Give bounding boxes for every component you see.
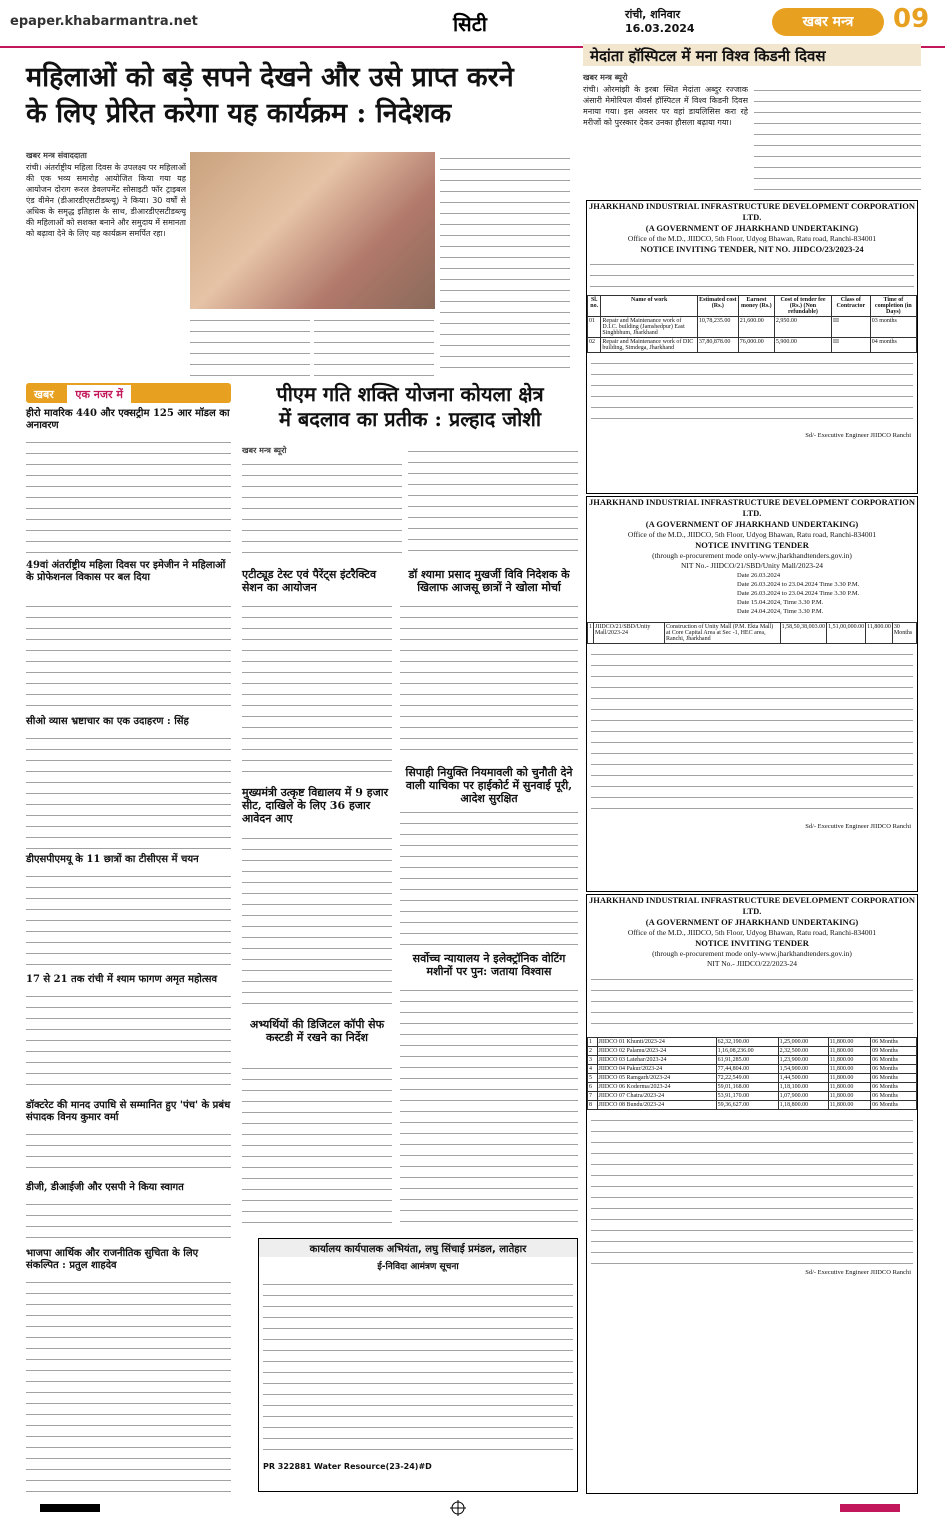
mid-col (400, 806, 578, 946)
mid-col (400, 600, 578, 760)
story2-byline: खबर मन्त्र ब्यूरो (583, 73, 628, 82)
mid-col (242, 832, 392, 1012)
page-number: 09 (893, 4, 930, 34)
section-title: सिटी (453, 12, 487, 36)
registration-mark-icon (0, 1500, 945, 1517)
mid-col (242, 1062, 392, 1232)
brief-col (26, 1198, 231, 1244)
story3-col (408, 445, 578, 558)
table-row: 3 JIIDCO 03 Latehar/2023-24 61,91,285.00 1,23,900.00 11,800.00 06 Months (588, 1056, 917, 1065)
event-photo (190, 152, 435, 309)
mid-head: अभ्यर्थियों की डिजिटल कॉपी सेफ कस्टडी में रखने का निर्देश (249, 1018, 385, 1044)
brief-col (26, 870, 231, 970)
issue-date: रांची, शनिवार 16.03.2024 (625, 8, 695, 35)
brief-col (26, 990, 231, 1094)
brief-col (26, 732, 231, 850)
mid-head: सर्वोच्च न्यायालय ने इलेक्ट्रॉनिक वोटिंग मशीनों पर पुन: जताया विश्वास (412, 952, 566, 978)
brief-col (26, 1276, 231, 1496)
table-row: 1 JIIDCO/21/SBD/Unity Mall/2023-24 Construction of Unity Mall (P.M. Ekta Mall) at Core Capital Area at Sec -1, HEC area, Ranchi, Jharkhand 1,58,50,38,003.00 1,51,00,000.00 11,800.00 30 Months (588, 623, 917, 644)
table-row: 6 JIIDCO 06 Koderma/2023-24 59,01,168.00 1,18,100.00 11,800.00 06 Months (588, 1083, 917, 1092)
brief-head: डीजी, डीआईजी और एसपी ने किया स्वागत (26, 1182, 184, 1193)
tender-1-table: Sl. no. Name of work Estimated cost (Rs.) Earnest money (Rs.) Cost of tender fee (Rs.) (Non refundable) Class of Contractor Time of completion (in Days) 01 Repair and Maintenance work of D.I.C. building (Jamshedpur) East Singhbhum, Jharkhand 10,78,235.00 21,600.00 2,950.00 III 03 months 02 Repair and Maintenance work of DIC building, Simdega, Jharkhand 37,80,878.00 76,000.00 5,900.00 III 04 months (587, 295, 917, 353)
tender-notice-2: JHARKHAND INDUSTRIAL INFRASTRUCTURE DEVELOPMENT CORPORATION LTD. (A GOVERNMENT OF JHARKHAND UNDERTAKING) Office of the M.D., JIIDCO, 5th Floor, Udyog Bhawan, Ratu road, Ranchi-834001 NOTICE INVITING TENDER (through e-procurement mode only-www.jharkhandtenders.gov.in) NIT No.- JIIDCO/21/SBD/Unity Mall/2023-24 Date 26.03.2024 Date 26.03.2024 to 23.04.2024 Time 3.30 P.M. Date 26.03.2024 to 23.04.2024 Time 3.30 P.M. Date 15.04.2024, Time 3.30 P.M. Date 24.04.2024, Time 3.30 P.M. 1 JIIDCO/21/SBD/Unity Mall/2023-24 Construction of Unity Mall (P.M. Ekta Mall) at Core Capital Area at Sec -1, HEC area, Ranchi, Jharkhand 1,58,50,38,003.00 1,51,00,000.00 11,800.00 30 Months Sd/- Executive Engineer JIIDCO Ranchi (586, 496, 918, 892)
mid-col (400, 984, 578, 1232)
table-row: 7 JIIDCO 07 Chatra/2023-24 53,91,170.00 1,07,900.00 11,800.00 06 Months (588, 1092, 917, 1101)
lead-headline: महिलाओं को बड़े सपने देखने और उसे प्राप्त करने के लिए प्रेरित करेगा यह कार्यक्रम : निदेशक (26, 62, 514, 129)
table-row: 8 JIIDCO 08 Bundu/2023-24 59,36,627.00 1,18,800.00 11,800.00 06 Months (588, 1101, 917, 1110)
mid-head: डॉ श्यामा प्रसाद मुखर्जी विवि निदेशक के खिलाफ आजसू छात्रों ने खोला मोर्चा (408, 568, 570, 594)
ek-nazar-bar: खबर एक नजर में (26, 383, 231, 403)
mid-col (242, 600, 392, 780)
brief-head: सीओ व्यास भ्रष्टाचार का एक उदाहरण : सिंह (26, 716, 189, 727)
story1-byline: खबर मन्त्र संवाददाता (26, 151, 87, 160)
story3-byline: खबर मन्त्र ब्यूरो (242, 446, 287, 455)
brief-head: 49वां अंतर्राष्ट्रीय महिला दिवस पर इमेजीन ने महिलाओं के प्रोफेशनल विकास पर बल दिया (26, 560, 226, 583)
brief-col (26, 1128, 231, 1178)
story2-text: रांची। ओरमांझी के इरबा स्थित मेदांता अब्दुर रज्जाक अंसारी मेमोरियल वीवर्स हॉस्पिटल में विश्व किडनी दिवस मनाया गया। इस अवसर पर वहां डायलिसिस करा रहे मरीजों को पुरस्कार देकर उनका हौसला बढ़ाया गया। (583, 85, 748, 127)
brief-head: हीरो मावरिक 440 और एक्सट्रीम 125 आर मॉडल का अनावरण (26, 408, 230, 431)
story1-lead-text: रांची। अंतर्राष्ट्रीय महिला दिवस के उपलक्ष्य पर महिलाओं की एक भव्य समारोह आयोजित किया गया यह आयोजन दोराग रूरल डेवलपमेंट सोसाइटी फॉर ट्राइबल एंड वीमेन (डीआरडीएसटीडब्ल्यू) ने किया। 30 वर्षों से अधिक के समृद्ध इतिहास के साथ, डीआरडीएसटीडब्ल्यू की महिलाओं को सशक्त बनाने और समुदाय में समानता को बढ़ावा देने के लिए यह कार्यक्रम समर्पित रहा। (26, 163, 186, 238)
brief-head: 17 से 21 तक रांची में श्याम फागण अमृत महोत्सव (26, 974, 218, 985)
table-row: 2 JIIDCO 02 Palamu/2023-24 1,16,08,236.00 2,32,500.00 11,800.00 09 Months (588, 1047, 917, 1056)
tender-2-table (587, 622, 917, 644)
brief-col (26, 600, 231, 710)
tender-notice-1: JHARKHAND INDUSTRIAL INFRASTRUCTURE DEVELOPMENT CORPORATION LTD. (A GOVERNMENT OF JHARKHAND UNDERTAKING) Office of the M.D., JIIDCO, 5th Floor, Udyog Bhawan, Ratu road, Ranchi-834001 NOTICE INVITING TENDER, NIT NO. JIIDCO/23/2023-24 Sl. no. Name of work Estimated cost (Rs.) Earnest money (Rs.) Cost of tender fee (Rs.) (Non refundable) Class of Contractor Time of completion (in Days) 01 Repair and Maintenance work of D.I.C. building (Jamshedpur) East Singhbhum, Jharkhand 10,78,235.00 21,600.00 2,950.00 III 03 months 02 Repair and Maintenance work of DIC building, Simdega, Jharkhand 37,80,878.00 76,000.00 5,900.00 III 04 months Sd/- Executive Engineer JIIDCO Ranchi (586, 200, 918, 494)
tender-notice-3: JHARKHAND INDUSTRIAL INFRASTRUCTURE DEVELOPMENT CORPORATION LTD. (A GOVERNMENT OF JHARKHAND UNDERTAKING) Office of the M.D., JIIDCO, 5th Floor, Udyog Bhawan, Ratu road, Ranchi-834001 NOTICE INVITING TENDER (through e-procurement mode only-www.jharkhandtenders.gov.in) NIT No.- JIIDCO/22/2023-24 1 JIIDCO 01 Khunti/2023-24 62,32,190.00 1,25,000.00 11,800.00 06 Months 2 JIIDCO 02 Palamu/2023-24 1,16,08,236.00 2,32,500.00 11,800.00 09 Months 3 JIIDCO 03 Latehar/2023-24 61,91,285.00 1,23,900.00 11,800.00 06 Months 4 JIIDCO 04 Pakur/2023-24 77,44,804.00 1,54,900.00 11,800.00 06 Months 5 JIIDCO 05 Ramgarh/2023-24 72,22,549.00 1,44,500.00 11,800.00 06 Months 6 JIIDCO 06 Koderma/2023-24 59,01,168.00 1,18,100.00 11,800.00 06 Months 7 JIIDCO 07 Chatra/2023-24 53,91,170.00 1,07,900.00 11,800.00 06 Months 8 JIIDCO 08 Bundu/2023-24 59,36,627.00 1,18,800.00 11,800.00 06 Months Sd/- Executive Engineer JIIDCO Ranchi (586, 894, 918, 1494)
brief-head: डीएसपीएमयू के 11 छात्रों का टीसीएस में चयन (26, 854, 199, 865)
mid-head: सिपाही नियुक्ति नियमावली को चुनौती देने वाली याचिका पर हाईकोर्ट में सुनवाई पूरी, आदेश सुरक्षित (405, 766, 573, 805)
story2-headline: मेदांता हॉस्पिटल में मना विश्व किडनी दिवस (590, 47, 826, 65)
latehar-notice: कार्यालय कार्यपालक अभियंता, लघु सिंचाई प्रमंडल, लातेहार ई-निविदा आमंत्रण सूचना PR 322881 Water Resource(23-24)#D (258, 1238, 578, 1492)
story2-col (754, 84, 921, 194)
mid-head: मुख्यमंत्री उत्कृष्ट विद्यालय में 9 हजार सीट, दाखिले के लिए 36 हजार आवेदन आए (242, 786, 389, 825)
brand-logo: खबर मन्त्र (772, 8, 884, 36)
page-header (0, 0, 945, 48)
story3-headline: पीएम गति शक्ति योजना कोयला क्षेत्र में बदलाव का प्रतीक : प्रल्हाद जोशी (276, 382, 544, 431)
table-row: 5 JIIDCO 05 Ramgarh/2023-24 72,22,549.00 1,44,500.00 11,800.00 06 Months (588, 1074, 917, 1083)
story1-col (314, 314, 434, 378)
brief-head: भाजपा आर्थिक और राजनीतिक सुचिता के लिए संकल्पित : प्रतुल शाहदेव (26, 1248, 199, 1271)
story1-col (440, 152, 570, 378)
story1-col (190, 314, 310, 378)
mid-head: एटीट्यूड टेस्ट एवं पैरेंट्स इंटरैक्टिव सेशन का आयोजन (242, 568, 377, 594)
story3-col (242, 458, 402, 558)
table-row: 1 JIIDCO 01 Khunti/2023-24 62,32,190.00 1,25,000.00 11,800.00 06 Months (588, 1038, 917, 1047)
brief-col (26, 436, 231, 556)
brief-head: डॉक्टरेट की मानद उपाधि से सम्मानित हुए 'पंच' के प्रबंध संपादक विनय कुमार वर्मा (26, 1100, 231, 1123)
site-url[interactable]: epaper.khabarmantra.net (10, 14, 198, 29)
table-row: 02 Repair and Maintenance work of DIC building, Simdega, Jharkhand 37,80,878.00 76,000.00 5,900.00 III 04 months (588, 338, 917, 353)
print-marks (0, 1500, 945, 1517)
table-row: 01 Repair and Maintenance work of D.I.C. building (Jamshedpur) East Singhbhum, Jharkhand 10,78,235.00 21,600.00 2,950.00 III 03 months (588, 317, 917, 338)
tender-3-table (587, 1037, 917, 1110)
table-row: 4 JIIDCO 04 Pakur/2023-24 77,44,804.00 1,54,900.00 11,800.00 06 Months (588, 1065, 917, 1074)
